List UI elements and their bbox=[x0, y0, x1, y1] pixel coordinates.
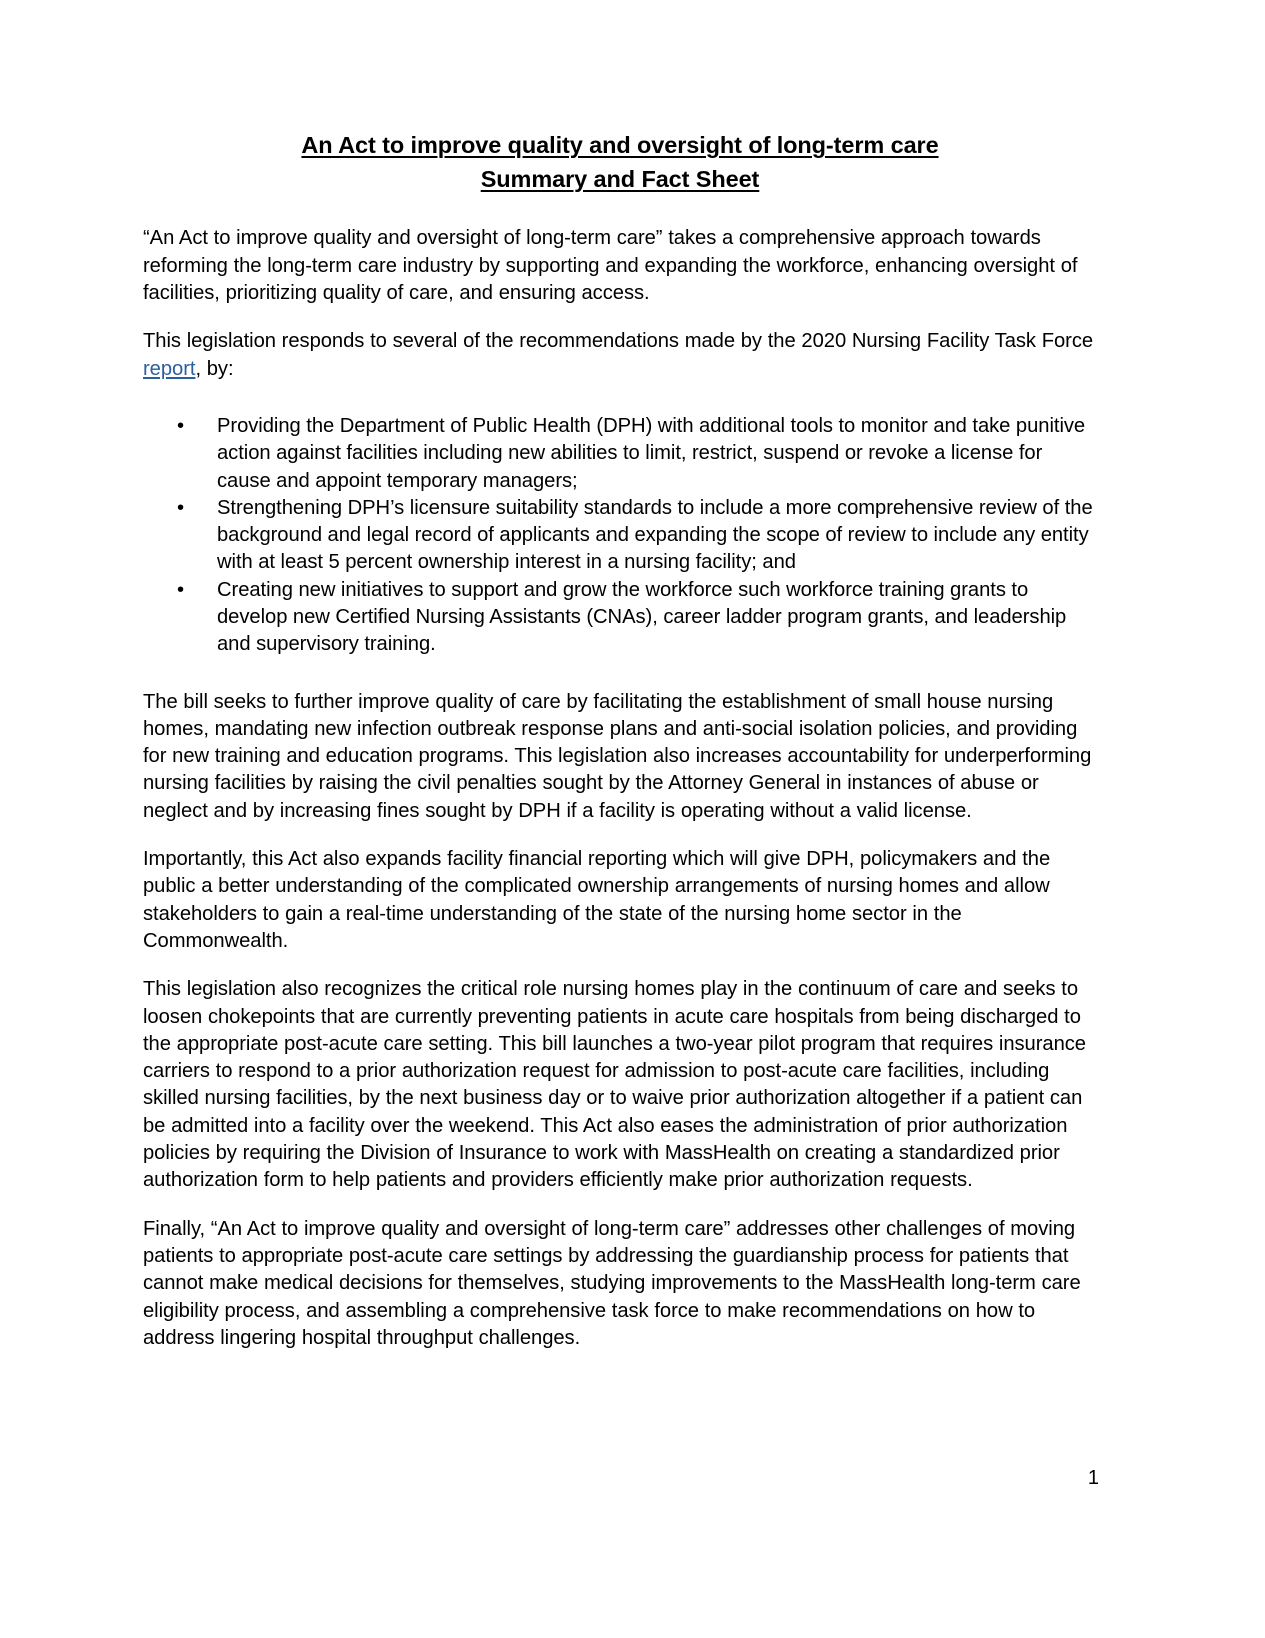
page-title-line-1: An Act to improve quality and oversight of long-term care bbox=[301, 132, 939, 158]
bullet-icon: • bbox=[177, 496, 185, 519]
paragraph-finally: Finally, “An Act to improve quality and oversight of long-term care” addresses other challenges of moving patients to appropriate post-acute care settings by addressing the guardianship process for patients that cannot make medical decisions for themselves, studying improvements to the MassHealth long-term care eligibility process, and assembling a comprehensive task force to make recommendations on how to address lingering hospital throughput challenges. bbox=[143, 1217, 1081, 1349]
paragraph-intro: “An Act to improve quality and oversight of long-term care” takes a comprehensive approach towards reforming the long-term care industry by supporting and expanding the workforce, enhancing oversight of facilities, prioritizing quality of care, and ensuring access. bbox=[143, 227, 1078, 305]
paragraph-responds bbox=[143, 328, 1097, 383]
paragraph-responds-text-2: , by: bbox=[195, 357, 234, 380]
bullet-icon: • bbox=[177, 414, 185, 437]
paragraph-quality-of-care: The bill seeks to further improve quality of care by facilitating the establishment of small house nursing homes, mandating new infection outbreak response plans and anti-social isolation policies, and providing for new training and education programs. This legislation also increases accountability for underperforming nursing facilities by raising the civil penalties sought by the Attorney General in instances of abuse or neglect and by increasing fines sought by DPH if a facility is operating without a valid license. bbox=[143, 690, 1092, 822]
list-item bbox=[143, 577, 1097, 659]
paragraph-continuum-of-care: This legislation also recognizes the critical role nursing homes play in the continuum of care and seeks to loosen chokepoints that are currently preventing patients in acute care hospitals from being discharged to the appropriate post-acute care setting. This bill launches a two-year pilot program that requires insurance carriers to respond to a prior authorization request for admission to post-acute care facilities, including skilled nursing facilities, by the next business day or to waive prior authorization altogether if a patient can be admitted into a facility over the weekend. This Act also eases the administration of prior authorization policies by requiring the Division of Insurance to work with MassHealth on creating a standardized prior authorization form to help patients and providers efficiently make prior authorization requests. bbox=[143, 978, 1086, 1192]
report-link[interactable]: report bbox=[143, 357, 196, 380]
page-title bbox=[143, 130, 1097, 195]
paragraph-responds-text-1: This legislation responds to several of the recommendations made by the 2020 Nursing Facility Task Force bbox=[143, 330, 1094, 353]
page-number: 1 bbox=[1087, 1467, 1099, 1489]
list-item bbox=[143, 413, 1097, 495]
paragraph-financial-reporting: Importantly, this Act also expands facility financial reporting which will give DPH, policymakers and the public a better understanding of the complicated ownership arrangements of nursing homes and allow stakeholders to gain a real-time understanding of the state of the nursing home sector in the Commonwealth. bbox=[143, 848, 1051, 952]
post-list-spacer bbox=[143, 680, 1097, 689]
page-title-line-2: Summary and Fact Sheet bbox=[480, 165, 760, 192]
list-item-text: Providing the Department of Public Health (DPH) with additional tools to monitor and take punitive action against facilities including new abilities to limit, restrict, suspend or revoke a license for cause and appoint temporary managers; bbox=[217, 414, 1086, 492]
list-item-text: Creating new initiatives to support and grow the workforce such workforce training grants to develop new Certified Nursing Assistants (CNAs), career ladder program grants, and leadership and supervisory training. bbox=[217, 578, 1067, 656]
list-item-text: Strengthening DPH’s licensure suitability standards to include a more comprehensive review of the background and legal record of applicants and expanding the scope of review to include any entity with at least 5 percent ownership interest in a nursing facility; and bbox=[217, 496, 1093, 574]
list-spacer bbox=[143, 404, 1097, 413]
list-item bbox=[143, 495, 1097, 577]
bullet-icon: • bbox=[177, 578, 185, 601]
recommendations-list bbox=[143, 413, 1097, 659]
